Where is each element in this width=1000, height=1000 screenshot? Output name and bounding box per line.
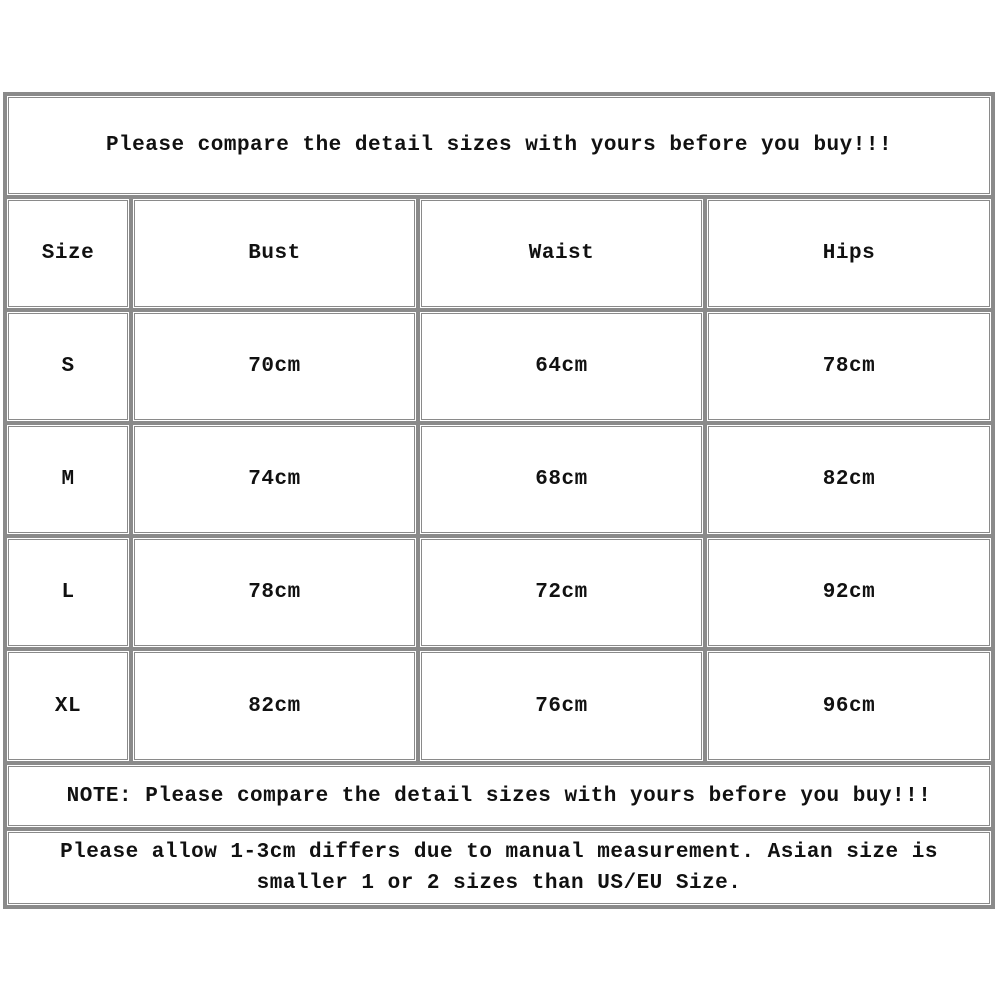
column-header-bust-label: Bust xyxy=(248,242,301,265)
waist-cell: 76cm xyxy=(535,694,588,718)
disclaimer-line-1: Please allow 1-3cm differs due to manual measurement. Asian size is xyxy=(60,841,938,864)
column-header-waist xyxy=(418,197,705,310)
bust-cell: 74cm xyxy=(248,468,301,491)
table-row-m-bust xyxy=(131,423,418,536)
size-chart-header xyxy=(5,94,993,197)
waist-cell: 72cm xyxy=(535,581,588,604)
table-row-xl-hips xyxy=(705,649,993,763)
disclaimer-line-2: smaller 1 or 2 sizes than US/EU Size. xyxy=(256,872,742,895)
table-row-s-waist xyxy=(418,310,705,423)
size-cell: M xyxy=(61,468,75,491)
bust-cell: 82cm xyxy=(248,694,301,718)
table-row-l-waist xyxy=(418,536,705,649)
note-text: NOTE: Please compare the detail sizes with yours before you buy!!! xyxy=(66,784,932,808)
column-header-size xyxy=(5,197,131,310)
size-cell: S xyxy=(61,355,75,378)
table-row-xl-waist xyxy=(418,649,705,763)
table-row-l-bust xyxy=(131,536,418,649)
table-row-xl-bust xyxy=(131,649,418,763)
table-row-s-hips xyxy=(705,310,993,423)
hips-cell: 78cm xyxy=(822,355,876,378)
column-header-size-label: Size xyxy=(41,242,95,265)
waist-cell: 68cm xyxy=(535,468,588,491)
column-header-hips xyxy=(705,197,993,310)
bust-cell: 78cm xyxy=(248,581,301,604)
disclaimer-row xyxy=(5,829,993,907)
column-header-bust xyxy=(131,197,418,310)
column-header-hips-label: Hips xyxy=(822,242,876,265)
table-row-l-hips xyxy=(705,536,993,649)
table-row-xl-size xyxy=(5,649,131,763)
size-cell: L xyxy=(61,581,75,604)
header-text: Please compare the detail sizes with yours before you buy!!! xyxy=(105,134,893,157)
hips-cell: 82cm xyxy=(822,468,876,491)
table-row-m-waist xyxy=(418,423,705,536)
hips-cell: 96cm xyxy=(822,694,876,718)
size-cell: XL xyxy=(54,694,82,718)
table-row-m-hips xyxy=(705,423,993,536)
table-row-l-size xyxy=(5,536,131,649)
table-row-s-bust xyxy=(131,310,418,423)
bust-cell: 70cm xyxy=(248,355,301,378)
column-header-waist-label: Waist xyxy=(528,242,595,265)
note-row xyxy=(5,763,993,829)
table-row-m-size xyxy=(5,423,131,536)
hips-cell: 92cm xyxy=(822,581,876,604)
table-row-s-size xyxy=(5,310,131,423)
waist-cell: 64cm xyxy=(535,355,588,378)
